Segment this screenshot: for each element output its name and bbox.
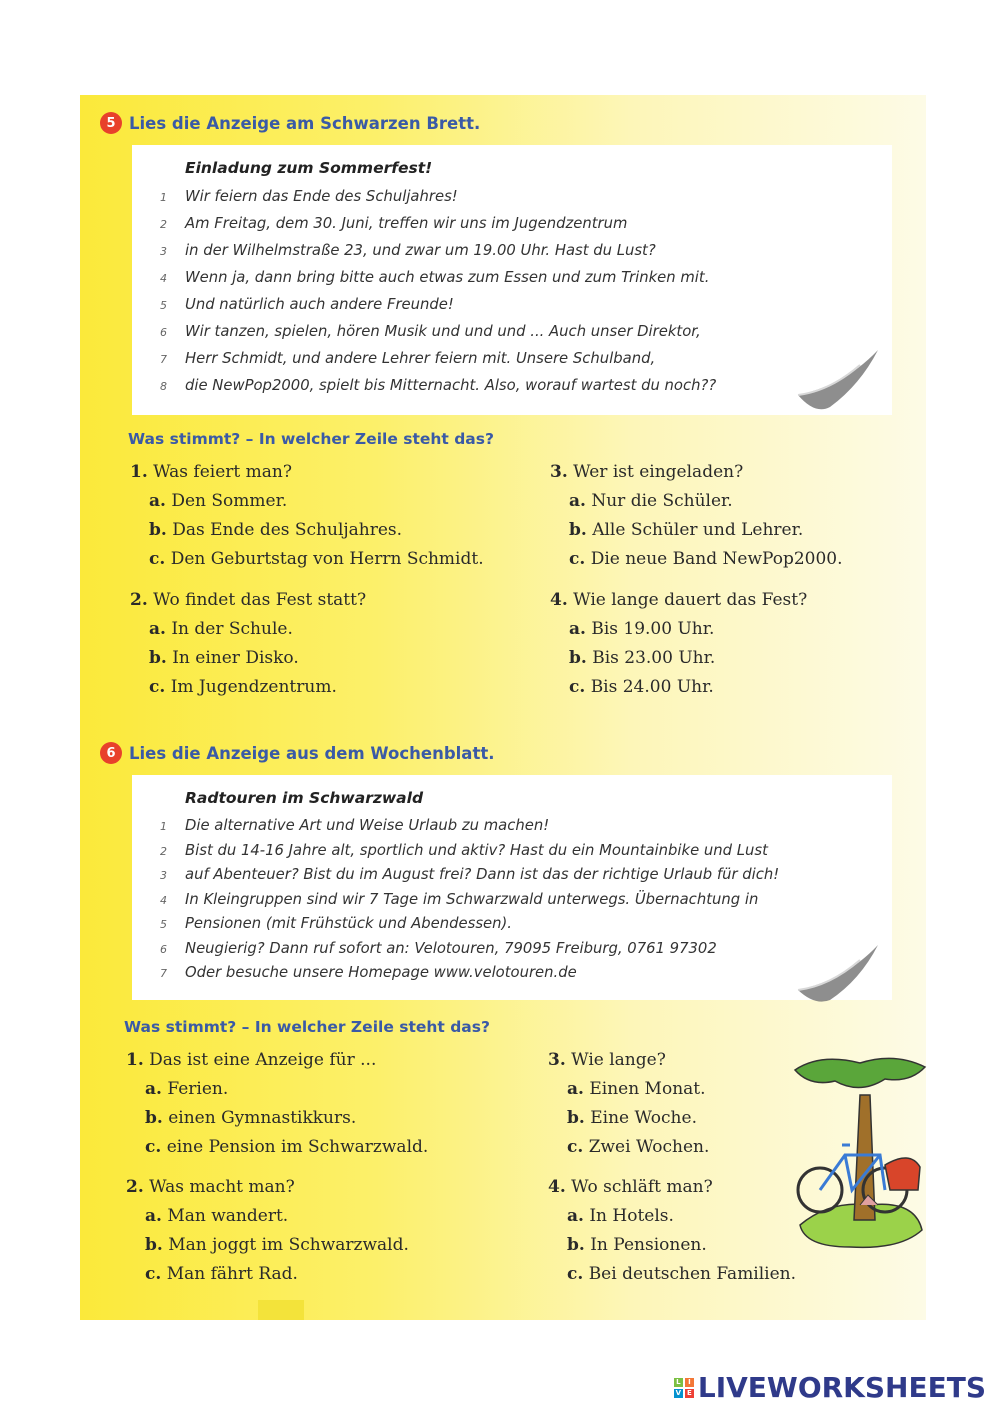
- question: [550, 462, 743, 482]
- line-text: Und natürlich auch andere Freunde!: [185, 296, 454, 313]
- line-number: 5: [160, 299, 167, 312]
- option-letter: a.: [145, 1079, 162, 1099]
- question: [130, 462, 292, 482]
- line-number: 6: [160, 326, 167, 339]
- ad-line: [160, 296, 454, 313]
- liveworksheets-logo: [674, 1371, 986, 1404]
- option-letter: a.: [569, 619, 586, 639]
- option-text: Die neue Band NewPop2000.: [590, 549, 843, 569]
- option-letter: b.: [145, 1235, 163, 1255]
- option-text: In Hotels.: [589, 1206, 674, 1226]
- answer-option: [567, 1264, 796, 1284]
- option-text: Den Geburtstag von Herrn Schmidt.: [170, 549, 484, 569]
- answer-option: [145, 1108, 356, 1128]
- answer-option: [149, 520, 402, 540]
- option-letter: c.: [567, 1137, 584, 1157]
- ad-line: [160, 964, 577, 981]
- question: [126, 1050, 376, 1070]
- question-text: Was feiert man?: [153, 462, 292, 482]
- line-number: 3: [160, 245, 167, 258]
- line-text: Wenn ja, dann bring bitte auch etwas zum Essen und zum Trinken mit.: [185, 269, 710, 286]
- option-letter: b.: [567, 1108, 585, 1128]
- bicycle-under-tree-icon: [790, 1055, 930, 1255]
- line-number: 2: [160, 218, 167, 231]
- option-letter: c.: [145, 1264, 162, 1284]
- question-heading: Was stimmt? – In welcher Zeile steht das?: [128, 430, 494, 448]
- ad-line: [160, 323, 701, 340]
- question-text: Wer ist eingeladen?: [573, 462, 744, 482]
- page-curl-icon: [790, 940, 885, 1010]
- answer-option: [149, 619, 293, 639]
- option-text: Zwei Wochen.: [588, 1137, 710, 1157]
- line-text: In Kleingruppen sind wir 7 Tage im Schwarzwald unterwegs. Übernachtung in: [185, 890, 759, 908]
- ad-line: [160, 188, 458, 205]
- answer-option: [567, 1079, 706, 1099]
- exercise-number-badge: 5: [100, 112, 122, 134]
- question-text: Was macht man?: [149, 1177, 295, 1197]
- question: [126, 1177, 295, 1197]
- option-text: In der Schule.: [171, 619, 293, 639]
- option-letter: c.: [149, 677, 166, 697]
- exercise-title: Lies die Anzeige aus dem Wochenblatt.: [129, 743, 495, 763]
- answer-option: [145, 1264, 298, 1284]
- ad-title: Radtouren im Schwarzwald: [185, 789, 424, 807]
- line-text: Pensionen (mit Frühstück und Abendessen).: [185, 915, 513, 932]
- option-text: Alle Schüler und Lehrer.: [592, 520, 804, 540]
- line-number: 8: [160, 380, 167, 393]
- answer-option: [149, 491, 287, 511]
- option-text: Bis 19.00 Uhr.: [591, 619, 715, 639]
- answer-option: [145, 1206, 288, 1226]
- ad-line: [160, 940, 717, 957]
- ad-line: [160, 242, 656, 259]
- option-text: einen Gymnastikkurs.: [168, 1108, 357, 1128]
- ad-line: [160, 866, 779, 883]
- answer-option: [569, 619, 714, 639]
- answer-option: [149, 549, 484, 569]
- question-text: Wo findet das Fest statt?: [153, 590, 367, 610]
- question: [548, 1177, 713, 1197]
- option-letter: c.: [145, 1137, 162, 1157]
- ad-line: [160, 891, 758, 908]
- answer-option: [149, 677, 337, 697]
- line-text: Bist du 14-16 Jahre alt, sportlich und aktiv? Hast du ein Mountainbike und Lust: [185, 841, 768, 859]
- line-text: Herr Schmidt, und andere Lehrer feiern mit. Unsere Schulband,: [185, 350, 656, 367]
- question-heading: Was stimmt? – In welcher Zeile steht das?: [124, 1018, 490, 1036]
- line-text: auf Abenteuer? Bist du im August frei? Dann ist das der richtige Urlaub für dich!: [185, 866, 780, 883]
- option-letter: a.: [149, 491, 166, 511]
- option-text: In Pensionen.: [590, 1235, 707, 1255]
- option-letter: b.: [149, 520, 167, 540]
- answer-option: [569, 677, 714, 697]
- question-number: 3.: [550, 462, 568, 482]
- answer-option: [569, 491, 733, 511]
- option-letter: b.: [149, 648, 167, 668]
- option-letter: b.: [567, 1235, 585, 1255]
- exercise-6-heading: [100, 742, 494, 764]
- answer-option: [569, 648, 715, 668]
- line-number: 7: [160, 353, 167, 366]
- question-number: 2.: [126, 1177, 144, 1197]
- option-letter: a.: [145, 1206, 162, 1226]
- question: [130, 590, 366, 610]
- line-text: in der Wilhelmstraße 23, und zwar um 19.00 Uhr. Hast du Lust?: [185, 242, 656, 259]
- page-curl-icon: [790, 345, 885, 420]
- exercise-title: Lies die Anzeige am Schwarzen Brett.: [129, 113, 481, 133]
- answer-option: [567, 1137, 709, 1157]
- option-letter: c.: [567, 1264, 584, 1284]
- option-text: Man wandert.: [167, 1206, 289, 1226]
- question-text: Das ist eine Anzeige für ...: [149, 1050, 377, 1070]
- option-letter: c.: [569, 677, 586, 697]
- option-text: Nur die Schüler.: [591, 491, 733, 511]
- line-text: Am Freitag, dem 30. Juni, treffen wir uns im Jugendzentrum: [185, 215, 628, 232]
- question: [550, 590, 807, 610]
- line-number: 1: [160, 191, 167, 204]
- option-text: Bei deutschen Familien.: [588, 1264, 797, 1284]
- line-number: 5: [160, 918, 167, 931]
- option-letter: a.: [567, 1079, 584, 1099]
- question-text: Wie lange dauert das Fest?: [573, 590, 808, 610]
- line-text: Neugierig? Dann ruf sofort an: Velotouren, 79095 Freiburg, 0761 97302: [185, 939, 717, 957]
- option-text: Im Jugendzentrum.: [170, 677, 337, 697]
- line-number: 3: [160, 869, 167, 882]
- logo-grid-icon: L I V E: [674, 1378, 694, 1398]
- line-text: Oder besuche unsere Homepage www.velotouren.de: [185, 964, 577, 981]
- option-letter: b.: [145, 1108, 163, 1128]
- ad-line: [160, 269, 709, 286]
- question-number: 1.: [130, 462, 148, 482]
- option-text: Das Ende des Schuljahres.: [172, 520, 403, 540]
- answer-option: [569, 549, 843, 569]
- answer-option: [567, 1108, 697, 1128]
- answer-option: [567, 1235, 707, 1255]
- option-text: In einer Disko.: [172, 648, 299, 668]
- question-number: 2.: [130, 590, 148, 610]
- line-number: 6: [160, 942, 167, 956]
- line-text: Wir tanzen, spielen, hören Musik und und und ... Auch unser Direktor,: [185, 323, 701, 340]
- option-text: Bis 23.00 Uhr.: [592, 648, 716, 668]
- answer-option: [567, 1206, 674, 1226]
- question-number: 3.: [548, 1050, 566, 1070]
- question-number: 1.: [126, 1050, 144, 1070]
- option-letter: a.: [149, 619, 166, 639]
- option-letter: a.: [567, 1206, 584, 1226]
- line-number: 2: [160, 844, 167, 858]
- line-number: 1: [160, 820, 167, 833]
- ad-line: [160, 350, 655, 367]
- ad-title: Einladung zum Sommerfest!: [185, 159, 433, 177]
- option-text: Man joggt im Schwarzwald.: [168, 1235, 409, 1255]
- answer-option: [145, 1079, 228, 1099]
- option-text: Bis 24.00 Uhr.: [590, 677, 714, 697]
- ad-line: [160, 842, 768, 859]
- ad-line: [160, 915, 512, 932]
- question-number: 4.: [550, 590, 568, 610]
- option-text: Ferien.: [167, 1079, 229, 1099]
- answer-option: [569, 520, 803, 540]
- line-text: Wir feiern das Ende des Schuljahres!: [185, 188, 458, 205]
- answer-option: [145, 1235, 409, 1255]
- option-text: Man fährt Rad.: [166, 1264, 298, 1284]
- option-text: Einen Monat.: [589, 1079, 706, 1099]
- answer-option: [149, 648, 299, 668]
- option-text: Eine Woche.: [590, 1108, 697, 1128]
- line-number: 4: [160, 893, 167, 907]
- option-letter: b.: [569, 648, 587, 668]
- question-text: Wie lange?: [571, 1050, 666, 1070]
- option-letter: c.: [569, 549, 586, 569]
- answer-option: [145, 1137, 428, 1157]
- option-letter: a.: [569, 491, 586, 511]
- line-number: 4: [160, 272, 167, 285]
- option-text: Den Sommer.: [171, 491, 288, 511]
- question-number: 4.: [548, 1177, 566, 1197]
- ad-line: [160, 817, 549, 834]
- line-text: die NewPop2000, spielt bis Mitternacht. Also, worauf wartest du noch??: [185, 377, 717, 394]
- brand-name: LIVEWORKSHEETS: [697, 1371, 986, 1404]
- line-text: Die alternative Art und Weise Urlaub zu machen!: [185, 817, 550, 834]
- option-letter: b.: [569, 520, 587, 540]
- option-letter: c.: [149, 549, 166, 569]
- option-text: eine Pension im Schwarzwald.: [166, 1137, 429, 1157]
- question: [548, 1050, 666, 1070]
- ad-line: [160, 215, 627, 232]
- exercise-number-badge: 6: [100, 742, 122, 764]
- decorative-tab: [258, 1300, 304, 1320]
- exercise-5-heading: [100, 112, 480, 134]
- line-number: 7: [160, 967, 167, 980]
- question-text: Wo schläft man?: [571, 1177, 713, 1197]
- ad-line: [160, 377, 716, 394]
